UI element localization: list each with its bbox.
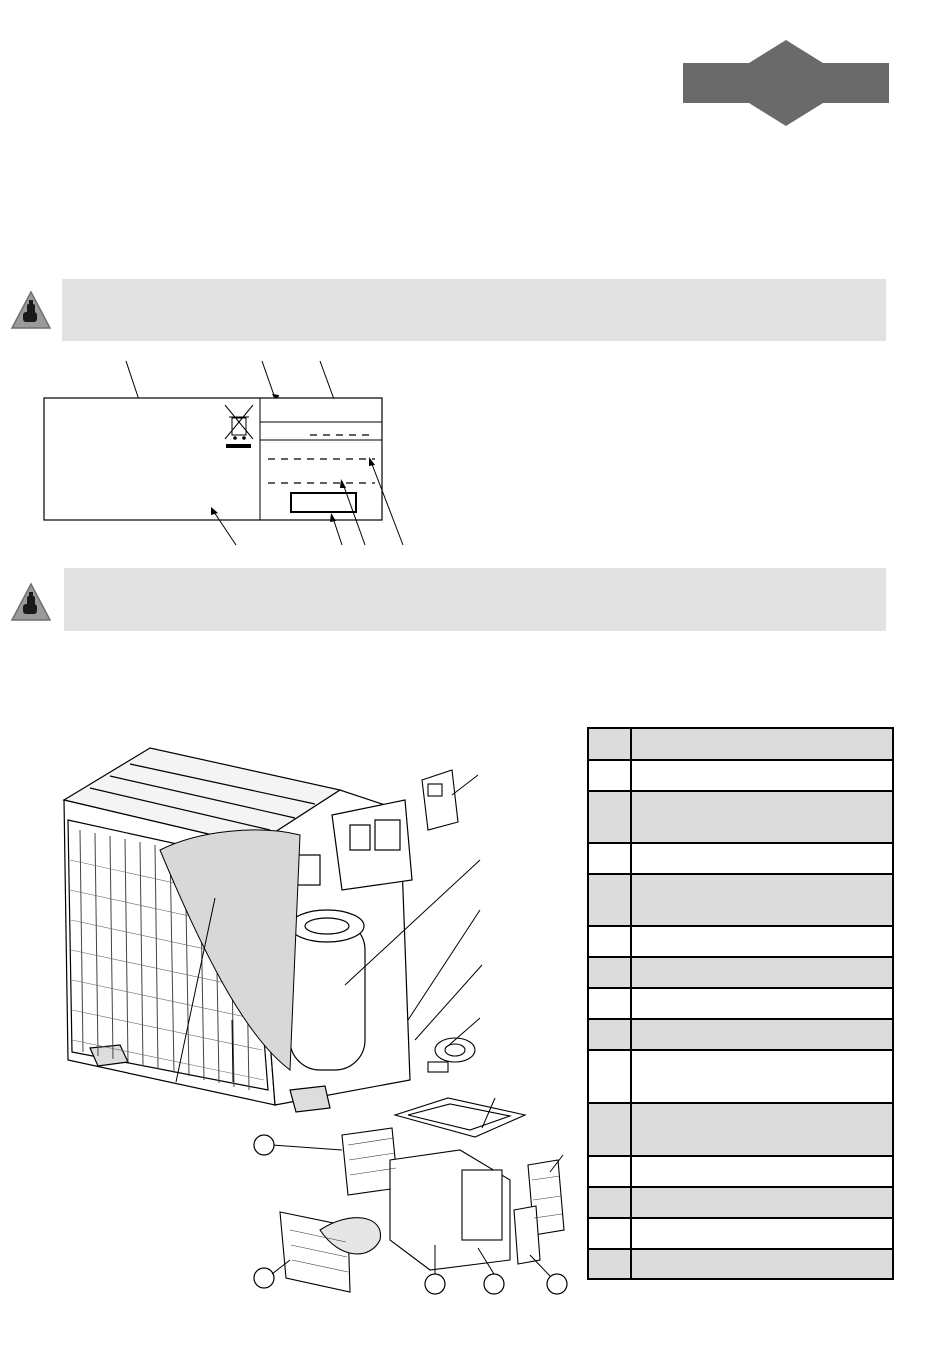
- row-desc: [632, 1250, 892, 1278]
- row-num: [589, 1104, 632, 1155]
- row-desc: [632, 958, 892, 987]
- row-desc: [632, 875, 892, 925]
- parts-legend-table: [587, 727, 894, 1280]
- row-num: [589, 1051, 632, 1102]
- rating-plate-diagram: [40, 355, 420, 550]
- wrench-hand-icon: [10, 582, 52, 629]
- table-row: [589, 1102, 892, 1155]
- table-row: [589, 1217, 892, 1248]
- row-num: [589, 1020, 632, 1049]
- row-desc: [632, 844, 892, 873]
- row-num: [589, 844, 632, 873]
- callout-circle: [254, 1135, 274, 1155]
- header-num: [589, 729, 632, 759]
- row-desc: [632, 989, 892, 1018]
- row-num: [589, 792, 632, 842]
- row-num: [589, 1188, 632, 1217]
- table-row: [589, 759, 892, 790]
- callout-circle: [547, 1274, 567, 1294]
- row-desc: [632, 1188, 892, 1217]
- row-desc: [632, 1051, 892, 1102]
- table-row: [589, 873, 892, 925]
- table-row: [589, 987, 892, 1018]
- table-row: [589, 790, 892, 842]
- callout-circle: [254, 1268, 274, 1288]
- row-desc: [632, 1020, 892, 1049]
- row-desc: [632, 1157, 892, 1186]
- row-num: [589, 1157, 632, 1186]
- section-badge: [683, 40, 889, 126]
- row-desc: [632, 1104, 892, 1155]
- table-row: [589, 1186, 892, 1217]
- table-row: [589, 956, 892, 987]
- row-num: [589, 761, 632, 790]
- table-header: [589, 729, 892, 759]
- row-desc: [632, 761, 892, 790]
- header-desc: [632, 729, 892, 759]
- row-num: [589, 1250, 632, 1278]
- row-num: [589, 958, 632, 987]
- table-row: [589, 842, 892, 873]
- row-num: [589, 1219, 632, 1248]
- note-box: [62, 279, 886, 341]
- note-text: [64, 568, 886, 592]
- row-num: [589, 989, 632, 1018]
- table-row: [589, 1155, 892, 1186]
- note-text: [62, 279, 886, 303]
- outdoor-unit-exploded-diagram: [50, 740, 580, 1300]
- callout-circle: [425, 1274, 445, 1294]
- note-box: [64, 568, 886, 631]
- wrench-hand-icon: [10, 290, 52, 337]
- row-num: [589, 927, 632, 956]
- table-row: [589, 925, 892, 956]
- row-num: [589, 875, 632, 925]
- row-desc: [632, 792, 892, 842]
- table-row: [589, 1049, 892, 1102]
- row-desc: [632, 927, 892, 956]
- row-desc: [632, 1219, 892, 1248]
- table-row: [589, 1018, 892, 1049]
- callout-circle: [484, 1274, 504, 1294]
- table-row: [589, 1248, 892, 1278]
